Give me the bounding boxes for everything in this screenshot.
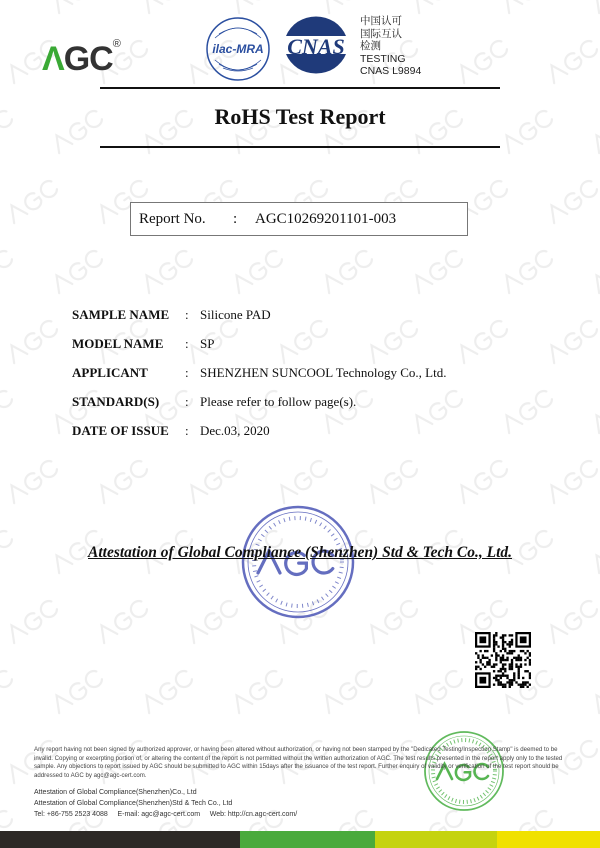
- agc-watermark: [140, 0, 194, 14]
- footer-contact: Tel: +86-755 2523 4088 E-mail: agc@agc-cert.com Web: http://cn.agc-cert.com/: [34, 811, 298, 818]
- cnas-line: 中国认可: [360, 15, 402, 27]
- agc-watermark: [50, 669, 104, 714]
- qr-code[interactable]: [475, 632, 531, 688]
- report-number-label: Report No.: [139, 211, 206, 227]
- cnas-line: CNAS L9894: [360, 65, 422, 77]
- divider: [100, 146, 500, 148]
- field-label: DATE OF ISSUE: [72, 423, 169, 438]
- agc-watermark: [410, 669, 464, 714]
- agc-watermark: [320, 669, 374, 714]
- agc-watermark: [545, 459, 599, 504]
- agc-watermark: [410, 249, 464, 294]
- agc-watermark: [230, 249, 284, 294]
- agc-watermark: [590, 389, 600, 434]
- agc-logo: ΛGC®: [42, 38, 120, 78]
- agc-watermark: [0, 669, 14, 714]
- cnas-line: TESTING: [360, 52, 406, 65]
- field-row: [72, 365, 532, 381]
- field-label: APPLICANT: [72, 365, 148, 380]
- footer-company-2: Attestation of Global Compliance(Shenzhen)Std & Tech Co., Ltd: [34, 800, 233, 807]
- agc-watermark: [185, 599, 239, 644]
- agc-watermark: [545, 179, 599, 224]
- colon: :: [233, 211, 238, 227]
- field-label: SAMPLE NAME: [72, 307, 170, 322]
- report-number-box: [130, 202, 468, 236]
- blue-company-stamp: [240, 504, 356, 620]
- agc-watermark: [0, 249, 14, 294]
- cnas-line: 国际互认: [360, 27, 402, 40]
- agc-watermark: [50, 249, 104, 294]
- field-value: Please refer to follow page(s).: [200, 394, 357, 409]
- agc-watermark: [545, 39, 599, 84]
- cnas-line: 检测: [360, 40, 381, 52]
- cnas-accreditation-text: [360, 15, 421, 78]
- report-number-value: AGC10269201101-003: [255, 211, 397, 227]
- field-row: [72, 423, 532, 439]
- agc-watermark: [365, 459, 419, 504]
- ilac-mra-logo: [205, 16, 271, 82]
- colon: :: [185, 394, 189, 409]
- agc-watermark: [140, 669, 194, 714]
- agc-watermark: [320, 249, 374, 294]
- agc-watermark: [590, 0, 600, 14]
- agc-watermark: [590, 669, 600, 714]
- field-row: [72, 307, 532, 323]
- footer-bar-green: [240, 831, 375, 848]
- agc-watermark: [365, 599, 419, 644]
- agc-watermark: [500, 249, 554, 294]
- cnas-logo: [278, 14, 354, 76]
- colon: :: [185, 365, 189, 380]
- field-row: [72, 336, 532, 352]
- svg-text:CNAS: CNAS: [287, 34, 345, 59]
- field-label: MODEL NAME: [72, 336, 164, 351]
- agc-watermark: [275, 459, 329, 504]
- colon: :: [185, 307, 189, 322]
- agc-watermark: [5, 459, 59, 504]
- agc-watermark: [95, 599, 149, 644]
- footer-company-1: Attestation of Global Compliance(Shenzhen)Co., Ltd: [34, 789, 197, 796]
- footer-bar-yellow: [497, 831, 600, 848]
- disclaimer-text: Any report having not been signed by authorized approver, or having been altered without authorization, or having not been stamped by the "Dedicated Testing/Inspection Stamp" is deemed to be invalid. Copying or excerpting portion of, or altering the content of the report is not permitted without the written authorization of AGC. The test results presented in the report apply only to the tested sample. Any objections to report issued by AGC should be submitted to AGC within 15days after the issuance of the test report. Further enquiry of validity or verification of the test report should be addressed to AGC by agc@agc-cert.com.: [34, 746, 563, 779]
- agc-watermark: [320, 0, 374, 14]
- agc-watermark: [455, 39, 509, 84]
- agc-watermark: [0, 389, 14, 434]
- footer-bar-lime: [375, 831, 497, 848]
- agc-watermark: [5, 319, 59, 364]
- agc-watermark: [5, 179, 59, 224]
- field-label: STANDARD(S): [72, 394, 160, 409]
- agc-watermark: [95, 459, 149, 504]
- field-row: [72, 394, 532, 410]
- field-value: SHENZHEN SUNCOOL Technology Co., Ltd.: [200, 365, 447, 380]
- agc-watermark: [185, 459, 239, 504]
- agc-watermark: [5, 599, 59, 644]
- colon: :: [185, 336, 189, 351]
- field-value: SP: [200, 336, 215, 351]
- page-title: RoHS Test Report: [214, 104, 386, 129]
- agc-watermark: [455, 459, 509, 504]
- agc-watermark: [230, 0, 284, 14]
- field-value: Silicone PAD: [200, 307, 271, 322]
- agc-watermark: [545, 599, 599, 644]
- divider: [100, 87, 500, 89]
- footer-bar-dark: [0, 831, 240, 848]
- svg-text:ilac-MRA: ilac-MRA: [212, 42, 264, 56]
- agc-watermark: [410, 0, 464, 14]
- field-value: Dec.03, 2020: [200, 423, 270, 438]
- agc-watermark: [500, 0, 554, 14]
- agc-watermark: [545, 319, 599, 364]
- agc-watermark: [140, 249, 194, 294]
- company-attestation: Attestation of Global Compliance (Shenzhen) Std & Tech Co., Ltd.: [88, 544, 512, 561]
- agc-watermark: [50, 0, 104, 14]
- agc-watermark: [0, 0, 14, 14]
- agc-watermark: [230, 669, 284, 714]
- agc-watermark: [590, 249, 600, 294]
- colon: :: [185, 423, 189, 438]
